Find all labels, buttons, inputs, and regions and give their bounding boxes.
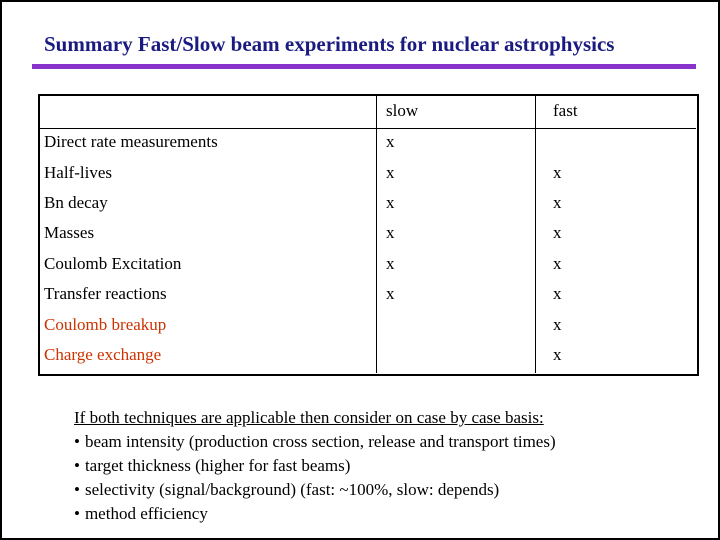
header-label-cell [38, 94, 376, 127]
row-fast-mark: x [553, 253, 562, 273]
row-slow-mark: x [386, 253, 395, 273]
table-row [38, 157, 703, 187]
bullet-glyph: • [74, 504, 80, 523]
row-label: Charge exchange [44, 344, 162, 364]
row-label: Transfer reactions [44, 284, 167, 304]
table-row [38, 127, 703, 157]
slide-title: Summary Fast/Slow beam experiments for nuclear astrophysics [44, 32, 615, 56]
table-header-row [38, 94, 703, 127]
row-slow-mark: x [386, 223, 395, 243]
notes-bullet-item [74, 478, 556, 502]
bullet-text: method efficiency [84, 504, 208, 523]
row-fast-mark: x [553, 162, 562, 182]
row-fast-mark [544, 127, 703, 157]
row-label: Masses [44, 223, 95, 243]
row-label: Half-lives [44, 162, 112, 182]
table-row [38, 249, 703, 279]
row-label: Coulomb breakup [44, 314, 167, 334]
row-label: Direct rate measurements [44, 132, 218, 152]
notes-block [74, 406, 556, 526]
notes-heading: If both techniques are applicable then consider on case by case basis: [74, 408, 544, 427]
notes-bullet-item [74, 430, 556, 454]
table-row [38, 279, 703, 309]
notes-bullet-list [74, 430, 556, 526]
row-fast-mark: x [553, 314, 562, 334]
bullet-text: target thickness (higher for fast beams) [84, 456, 351, 475]
row-fast-mark: x [553, 344, 562, 364]
header-fast: fast [553, 100, 578, 120]
table-row [38, 309, 703, 339]
table-row [38, 340, 703, 370]
bullet-text: beam intensity (production cross section, release and transport times) [84, 432, 556, 451]
bullet-glyph: • [74, 432, 80, 451]
header-slow: slow [386, 100, 419, 120]
row-slow-mark [376, 340, 544, 370]
notes-bullet-item [74, 502, 556, 526]
row-fast-mark: x [553, 223, 562, 243]
row-slow-mark [376, 309, 544, 339]
row-slow-mark: x [386, 192, 395, 212]
row-fast-mark: x [553, 284, 562, 304]
bullet-glyph: • [74, 456, 80, 475]
row-fast-mark: x [553, 192, 562, 212]
summary-table [38, 94, 703, 370]
row-slow-mark: x [386, 162, 395, 182]
bullet-glyph: • [74, 480, 80, 499]
bullet-text: selectivity (signal/background) (fast: ~100%, slow: depends) [84, 480, 500, 499]
table-row [38, 218, 703, 248]
title-underline-rule [32, 64, 696, 69]
table-row [38, 188, 703, 218]
row-label: Coulomb Excitation [44, 253, 182, 273]
notes-bullet-item [74, 454, 556, 478]
row-slow-mark: x [386, 132, 395, 152]
row-slow-mark: x [386, 284, 395, 304]
row-label: Bn decay [44, 192, 108, 212]
